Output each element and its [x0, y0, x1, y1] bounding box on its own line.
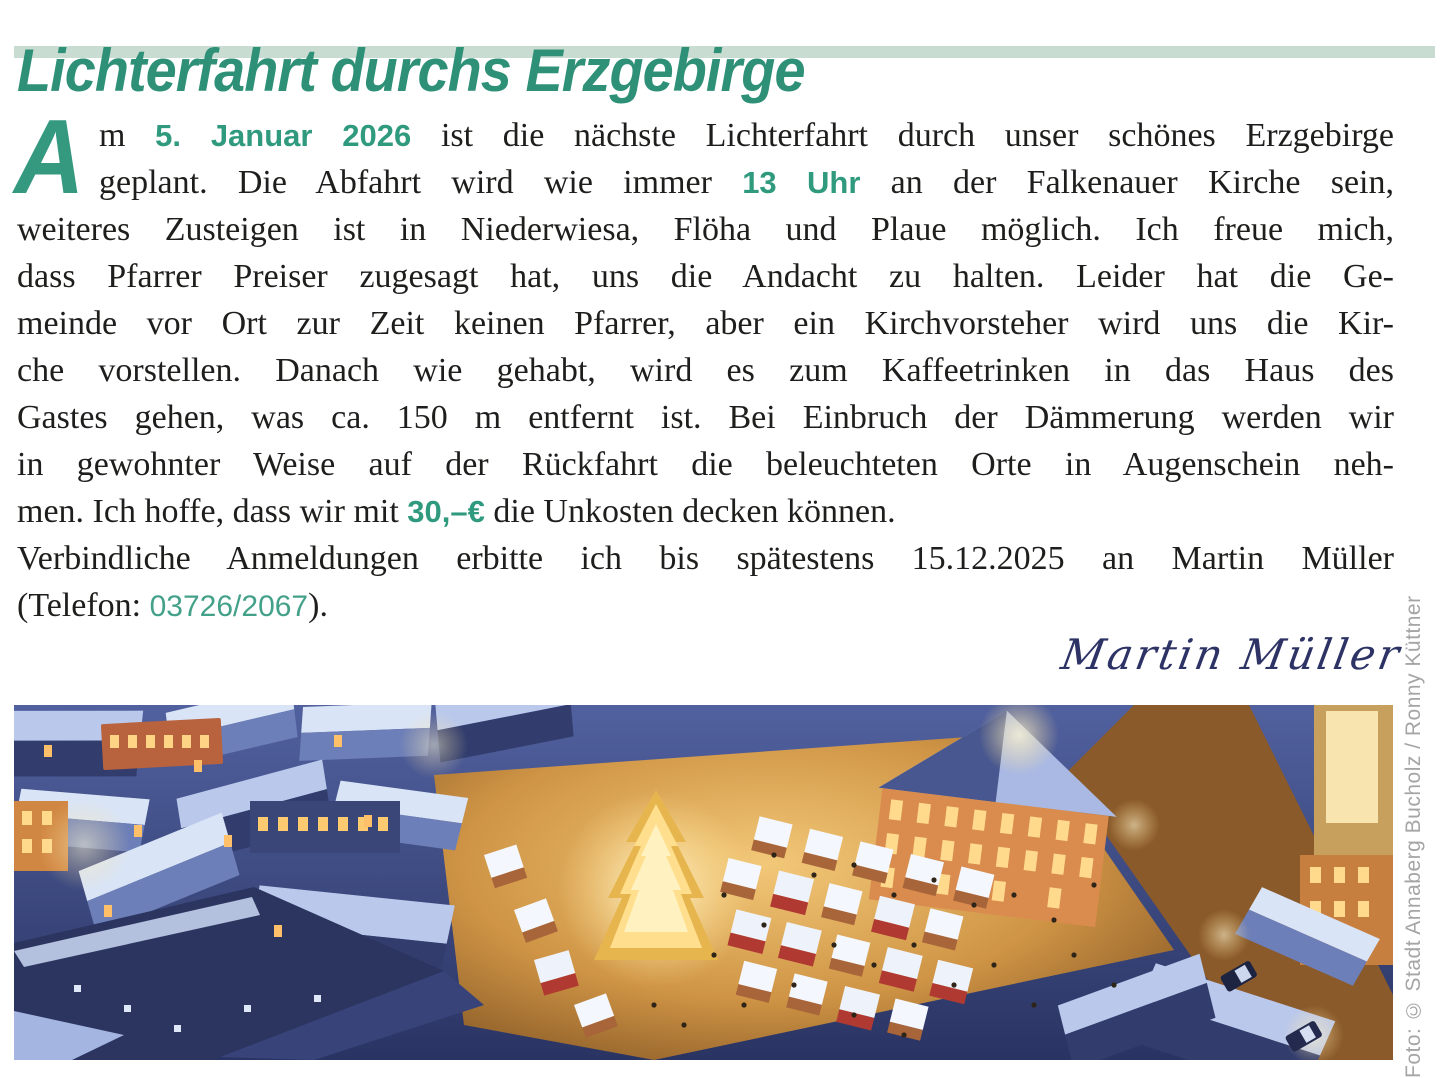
article-line [17, 488, 1394, 535]
body-text: men. Ich hoffe, dass wir mit [17, 493, 408, 530]
highlight-text: 03726/2067 [149, 590, 309, 623]
article-body [17, 112, 1394, 629]
article-line [17, 441, 1394, 488]
highlight-text: 30,–€ [407, 494, 485, 529]
christmas-market-photo [14, 705, 1393, 1060]
body-text: meinde vor Ort zur Zeit keinen Pfarrer, aber ein Kirchvorsteher wird uns die Kir- [17, 305, 1394, 342]
article-line [17, 535, 1394, 582]
article-line [17, 112, 1394, 159]
drop-cap: A [14, 98, 85, 216]
body-text: Verbindliche Anmeldungen erbitte ich bis spätestens 15.12.2025 an Martin Müller [17, 540, 1394, 577]
article-line [17, 582, 1394, 629]
highlight-text: 5. Januar 2026 [155, 118, 412, 153]
body-text: che vorstellen. Danach wie gehabt, wird es zum Kaffeetrinken in das Haus des [17, 352, 1394, 389]
body-text: (Telefon: [17, 587, 150, 624]
body-text: weiteres Zusteigen ist in Niederwiesa, Flöha und Plaue möglich. Ich freue mich, [17, 211, 1394, 248]
article-line [17, 394, 1394, 441]
article-line [17, 253, 1394, 300]
article-line [17, 300, 1394, 347]
article-lines [17, 112, 1394, 629]
article-line [17, 159, 1394, 206]
christmas-market-illustration [14, 705, 1393, 1060]
article-line [17, 206, 1394, 253]
photo-credit: Foto: © Stadt Annaberg Bucholz / Ronny Küttner [1402, 595, 1425, 1078]
highlight-text: 13 Uhr [742, 165, 861, 200]
body-text: Gastes gehen, was ca. 150 m entfernt ist. Bei Einbruch der Dämmerung werden wir [17, 399, 1394, 436]
body-text: in gewohnter Weise auf der Rückfahrt die beleuchteten Orte in Augenschein neh- [17, 446, 1394, 483]
page-title: Lichterfahrt durchs Erzgebirge [17, 37, 805, 105]
body-text: m [99, 117, 156, 154]
signature-martin-mueller: Martin Müller [1057, 630, 1406, 679]
article-line [17, 347, 1394, 394]
body-text: die Unkosten decken können. [484, 493, 896, 530]
body-text: ist die nächste Lichterfahrt durch unser schönes Erzgebirge [411, 117, 1394, 154]
body-text: geplant. Die Abfahrt wird wie immer [99, 164, 743, 201]
body-text: ). [308, 587, 328, 624]
body-text: an der Falkenauer Kirche sein, [860, 164, 1394, 201]
body-text: dass Pfarrer Preiser zugesagt hat, uns die Andacht zu halten. Leider hat die Ge- [17, 258, 1394, 295]
